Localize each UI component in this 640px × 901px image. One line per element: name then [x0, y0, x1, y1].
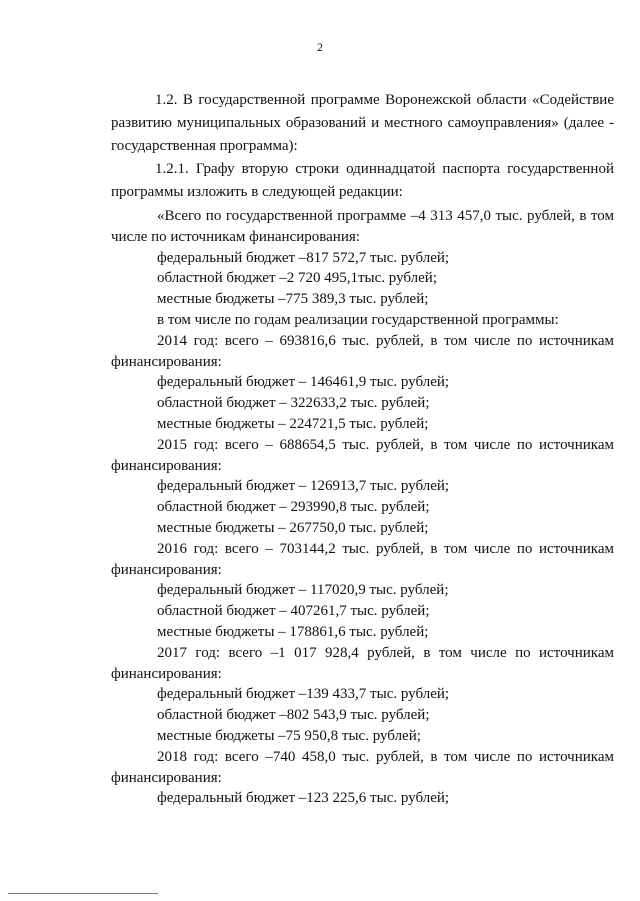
text-line: 1.2.1. Графу вторую строки одиннадцатой паспорта государственной [155, 161, 614, 178]
text-line: «Всего по государственной программе –4 313 457,0 тыс. рублей, в том [157, 207, 614, 224]
text-line: развитию муниципальных образований и местного самоуправления» (далее - [111, 114, 614, 131]
text-line: 2018 год: всего –740 458,0 тыс. рублей, в том числе по источникам [157, 748, 614, 765]
text-line: финансирования: [111, 561, 222, 578]
text-line: областной бюджет – 293990,8 тыс. рублей; [157, 499, 430, 516]
text-line: местные бюджеты –75 950,8 тыс. рублей; [157, 727, 421, 744]
text-line: финансирования: [111, 353, 222, 370]
text-line: финансирования: [111, 457, 222, 474]
text-line: областной бюджет –2 720 495,1тыс. рублей; [157, 270, 437, 287]
text-line: 1.2. В государственной программе Воронежской области «Содействие [155, 92, 614, 108]
text-line: федеральный бюджет – 146461,9 тыс. рублей; [157, 374, 450, 391]
text-line: федеральный бюджет –123 225,6 тыс. рублей; [157, 790, 450, 807]
text-line: областной бюджет –802 543,9 тыс. рублей; [157, 707, 430, 724]
text-line: 2016 год: всего – 703144,2 тыс. рублей, в том числе по источникам [157, 540, 614, 557]
text-line: финансирования: [111, 665, 222, 682]
text-line: государственная программа): [111, 137, 298, 154]
text-line: местные бюджеты – 224721,5 тыс. рублей; [157, 415, 429, 432]
text-line: федеральный бюджет – 126913,7 тыс. рублей; [157, 478, 450, 495]
text-line: 2015 год: всего – 688654,5 тыс. рублей, в том числе по источникам [157, 436, 614, 453]
document-body [111, 90, 614, 809]
footer-divider [8, 893, 158, 894]
text-line: программы изложить в следующей редакции: [111, 184, 403, 201]
text-line: федеральный бюджет –139 433,7 тыс. рублей; [157, 686, 450, 703]
text-line: 2014 год: всего – 693816,6 тыс. рублей, в том числе по источникам [157, 332, 614, 349]
text-line: областной бюджет – 322633,2 тыс. рублей; [157, 395, 430, 412]
text-line: 2017 год: всего –1 017 928,4 рублей, в том числе по источникам [157, 644, 614, 661]
text-line: местные бюджеты – 178861,6 тыс. рублей; [157, 623, 429, 640]
text-line: федеральный бюджет –817 572,7 тыс. рублей; [157, 249, 450, 266]
text-line: федеральный бюджет – 117020,9 тыс. рублей; [157, 582, 449, 599]
text-line: местные бюджеты –775 389,3 тыс. рублей; [157, 291, 429, 308]
page-number: 2 [317, 40, 323, 54]
text-line: в том числе по годам реализации государственной программы: [157, 311, 559, 328]
text-line: местные бюджеты – 267750,0 тыс. рублей; [157, 519, 429, 536]
text-line: финансирования: [111, 769, 222, 786]
text-line: областной бюджет – 407261,7 тыс. рублей; [157, 603, 430, 620]
text-line: числе по источникам финансирования: [111, 228, 360, 245]
